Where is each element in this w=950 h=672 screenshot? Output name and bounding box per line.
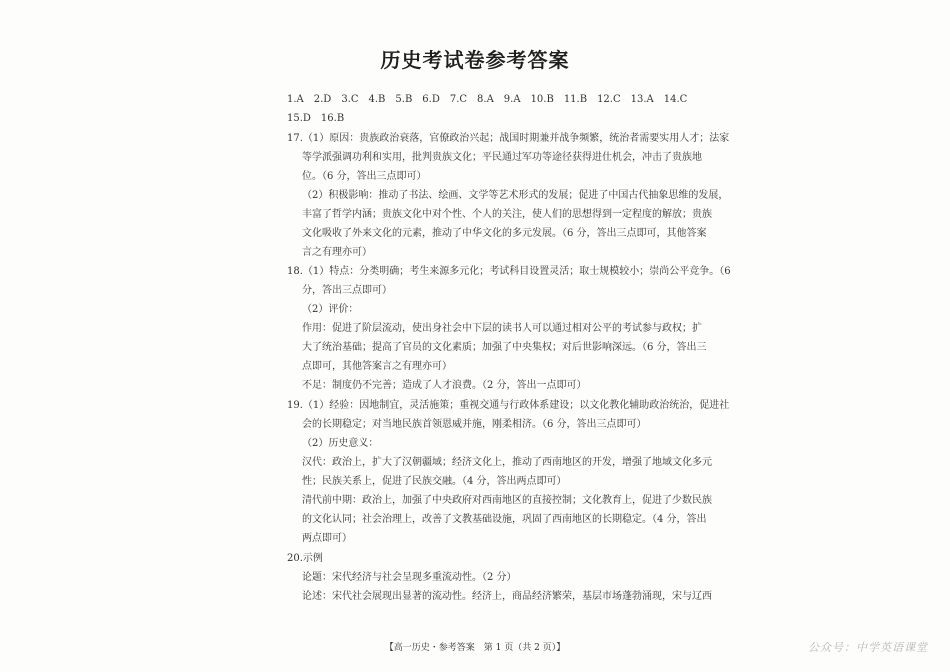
q18-line: （2）评价： xyxy=(302,304,359,315)
q18-line: 分，答出三点即可） xyxy=(302,285,392,296)
page-title: 历史考试卷参考答案 xyxy=(380,48,570,72)
q17-line: 位。（6 分，答出三点即可） xyxy=(302,171,427,182)
q17-line: （2）积极影响：推动了书法、绘画、文学等艺术形式的发展；促进了中国古代抽象思维的发展， xyxy=(302,190,729,201)
q17-line: 等学派强调功利和实用，批判贵族文化；平民通过军功等途径获得进仕机会，冲击了贵族地 xyxy=(302,152,702,163)
q20-line: 论题：宋代经济与社会呈现多重流动性。（2 分） xyxy=(302,572,517,583)
q19-line: （2）历史意义： xyxy=(302,438,379,449)
q19-line: 性；民族关系上，促进了民族交融。（4 分，答出两点即可） xyxy=(302,476,567,487)
watermark: 公众号：中学英语课堂 xyxy=(808,641,928,654)
page-footer: 【高一历史・参考答案 第 1 页（共 2 页）】 xyxy=(384,643,566,653)
q19-line: 汉代：政治上，扩大了汉朝疆域；经济文化上，推动了西南地区的开发，增强了地域文化多元 xyxy=(302,457,712,468)
q18-line: 大了统治基础；提高了官员的文化素质；加强了中央集权；对后世影响深远。（6 分，答出三 xyxy=(302,342,707,353)
answer-line-mc-2: 15.D 16.B xyxy=(287,113,345,124)
q19-line: 的文化认同；社会治理上，改善了文教基础设施，巩固了西南地区的长期稳定。（4 分，答出 xyxy=(302,514,707,525)
q17-line: 言之有理亦可） xyxy=(302,247,372,258)
q19-line: 两点即可） xyxy=(302,533,352,544)
q18-line: 作用：促进了阶层流动，使出身社会中下层的读书人可以通过相对公平的考试参与政权；扩 xyxy=(302,323,702,334)
q18-line: 点即可，其他答案言之有理亦可） xyxy=(302,361,452,372)
q20-line: 20.示例 xyxy=(287,553,323,564)
q18-line: 不足：制度仍不完善；造成了人才浪费。（2 分，答出一点即可） xyxy=(302,380,587,391)
q19-line: 会的长期稳定；对当地民族首领恩威并施，刚柔相济。（6 分，答出三点即可） xyxy=(302,419,647,430)
q17-line: 17.（1）原因：贵族政治衰落，官僚政治兴起；战国时期兼并战争频繁，统治者需要实用人才；法家 xyxy=(287,133,730,144)
q18-line: 18.（1）特点：分类明确；考生来源多元化；考试科目设置灵活；取士规模较小；崇尚公平竞争。（6 xyxy=(287,266,731,277)
q19-line: 清代前中期：政治上，加强了中央政府对西南地区的直接控制；文化教育上，促进了少数民族 xyxy=(302,495,712,506)
q19-line: 19.（1）经验：因地制宜，灵活施策；重视交通与行政体系建设；以文化教化辅助政治统治，促进社 xyxy=(287,400,730,411)
q17-line: 文化吸收了外来文化的元素，推动了中华文化的多元发展。（6 分，答出三点即可，其他答案 xyxy=(302,228,707,239)
q20-line: 论述：宋代社会展现出显著的流动性。经济上，商品经济繁荣，基层市场蓬勃涌现，宋与辽西 xyxy=(302,591,712,602)
answer-line-mc-1: 1.A 2.D 3.C 4.B 5.B 6.D 7.C 8.A 9.A 10.B 11.B 12.C 13.A 14.C xyxy=(287,94,688,105)
q17-line: 丰富了哲学内涵；贵族文化中对个性、个人的关注，使人们的思想得到一定程度的解放；贵族 xyxy=(302,209,712,220)
